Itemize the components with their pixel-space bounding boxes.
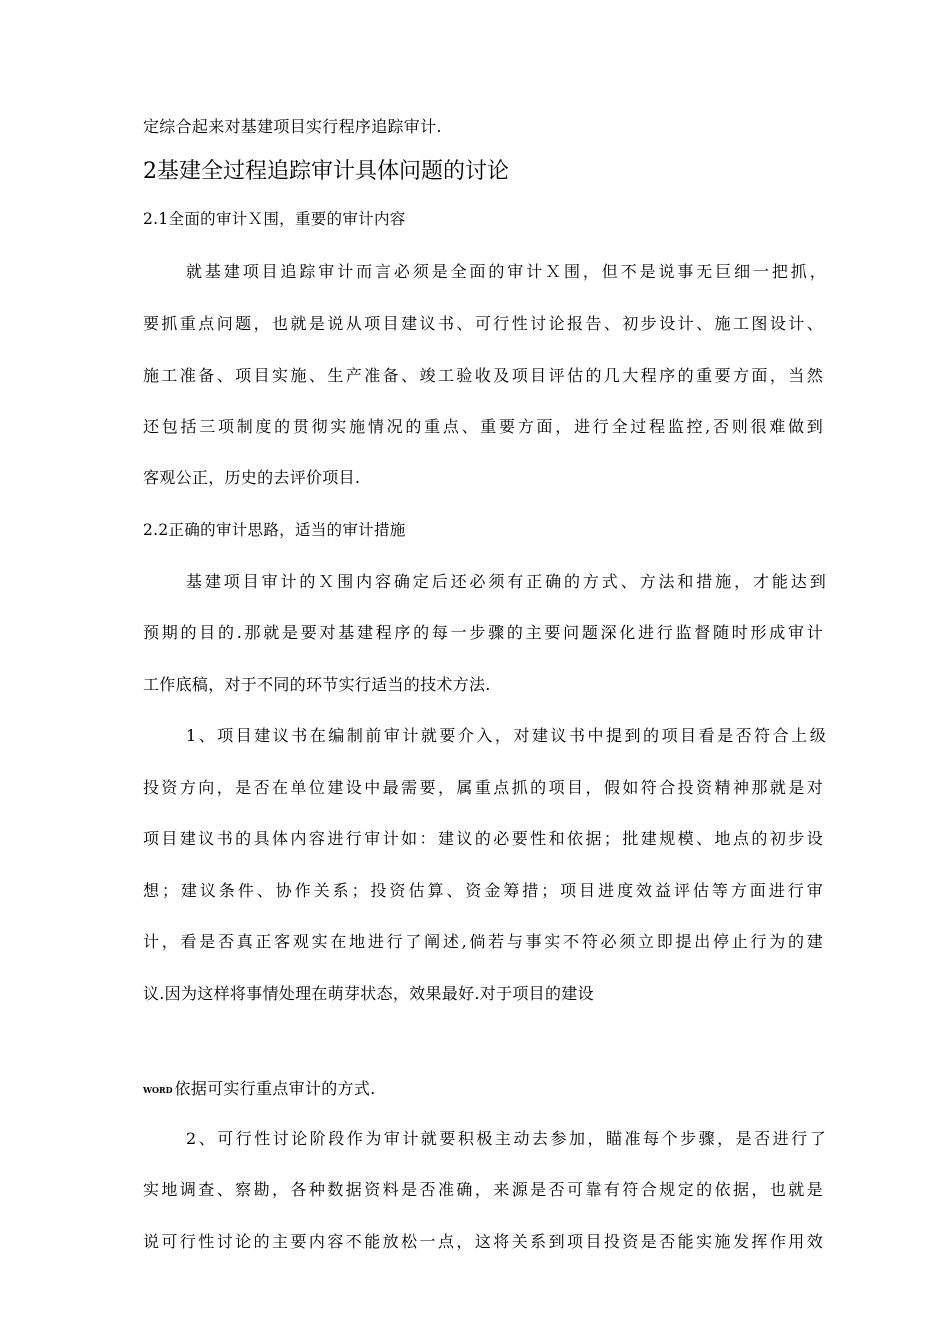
section-heading: 2基建全过程追踪审计具体问题的讨论	[143, 159, 509, 184]
paragraph-line: 施工准备、项目实施、生产准备、竣工验收及项目评估的几大程序的重要方面，当然	[143, 366, 823, 385]
paragraph-line: 要抓重点问题，也就是说从项目建议书、可行性讨论报告、初步设计、施工图设计、	[143, 314, 823, 333]
continuation-text: 依据可实行重点审计的方式.	[174, 1079, 376, 1098]
paragraph-line: 就基建项目追踪审计而言必须是全面的审计Ｘ围，但不是说事无巨细一把抓，	[186, 262, 826, 281]
list-item-line: 议.因为这样将事情处理在萌芽状态，效果最好.对于项目的建设	[143, 984, 594, 1003]
list-item-line: 计，看是否真正客观实在地进行了阐述,倘若与事实不符必须立即提出停止行为的建	[143, 932, 823, 951]
list-item-line: 实地调查、察勘，各种数据资料是否准确，来源是否可靠有符合规定的依据，也就是	[143, 1180, 823, 1199]
subsection-heading-2-2: 2.2正确的审计思路，适当的审计措施	[143, 521, 406, 539]
continuation-line: 定综合起来对基建项目实行程序追踪审计.	[143, 117, 442, 136]
list-item-line: 说可行性讨论的主要内容不能放松一点，这将关系到项目投资是否能实施发挥作用效	[143, 1232, 823, 1251]
paragraph-line: 预期的目的.那就是要对基建程序的每一步骤的主要问题深化进行监督随时形成审计	[143, 623, 823, 642]
paragraph-line: 工作底稿，对于不同的环节实行适当的技术方法.	[143, 675, 491, 694]
paragraph-line: 还包括三项制度的贯彻实施情况的重点、重要方面，进行全过程监控,否则很难做到	[143, 417, 823, 436]
word-watermark-tag: WORD	[143, 1085, 173, 1095]
subsection-heading-2-1: 2.1全面的审计Ｘ围，重要的审计内容	[143, 210, 406, 228]
list-item-line: 投资方向，是否在单位建设中最需要，属重点抓的项目，假如符合投资精神那就是对	[143, 778, 823, 797]
list-item-line: 想；建议条件、协作关系；投资估算、资金筹措；项目进度效益评估等方面进行审	[143, 881, 823, 900]
paragraph-line: 基建项目审计的Ｘ围内容确定后还必须有正确的方式、方法和措施，才能达到	[186, 572, 826, 591]
list-item-line: 1、项目建议书在编制前审计就要介入，对建议书中提到的项目看是否符合上级	[186, 726, 826, 745]
list-item-line: 2、可行性讨论阶段作为审计就要积极主动去参加，瞄准每个步骤，是否进行了	[186, 1129, 826, 1148]
list-item-line: 项目建议书的具体内容进行审计如：建议的必要性和依据；批建规模、地点的初步设	[143, 829, 823, 848]
paragraph-line: 客观公正，历史的去评价项目.	[143, 468, 361, 487]
continuation-with-tag	[143, 1079, 823, 1100]
